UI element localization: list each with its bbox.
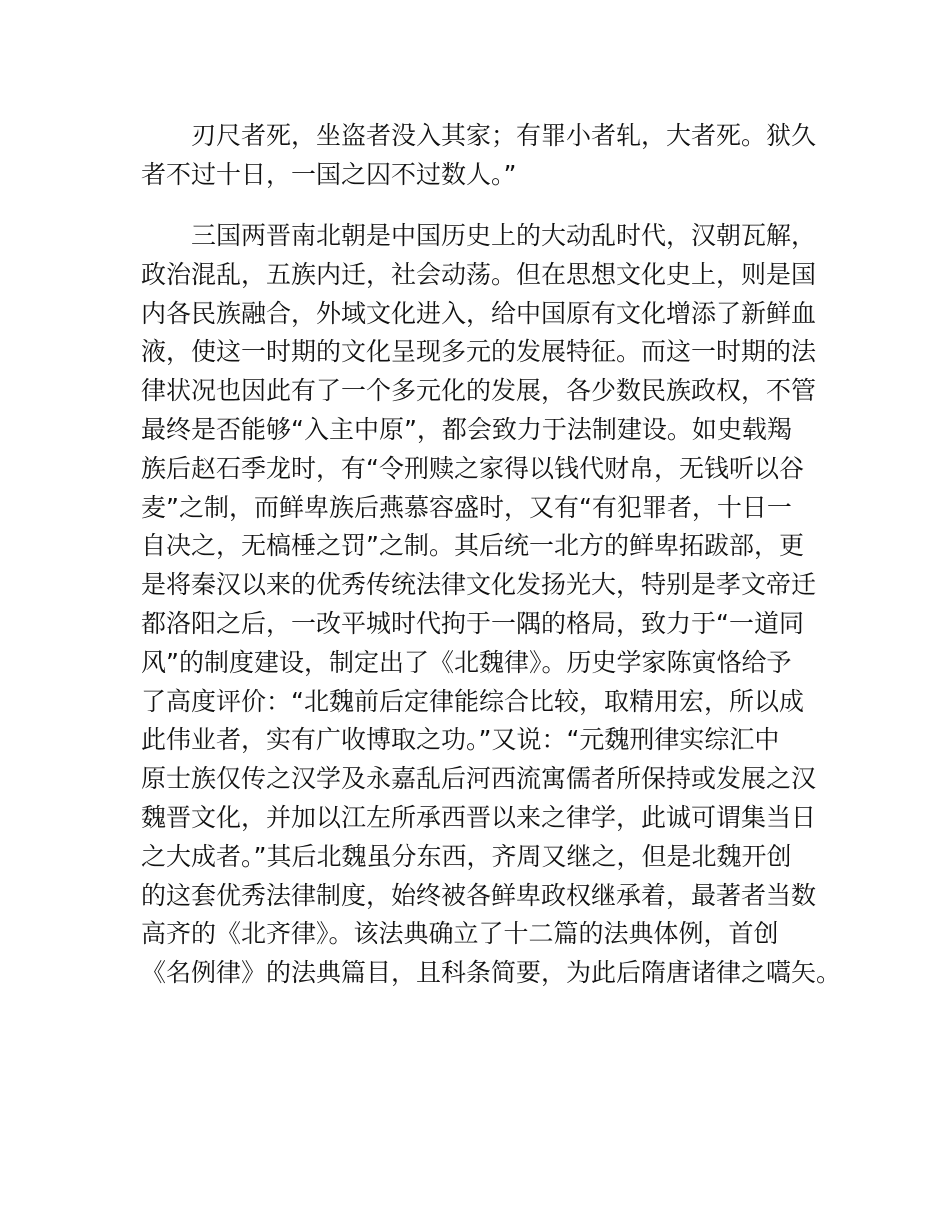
text-line: 刃尺者死，坐盗者没入其家；有罪小者轧，大者死。狱久 <box>191 121 817 150</box>
paragraph-1 <box>141 117 821 195</box>
text-line <box>141 993 821 1032</box>
text-line: 此伟业者，实有广收博取之功。”又说：“元魏刑律实综汇中 <box>141 725 780 755</box>
text-line: 原士族仅传之汉学及永嘉乱后河西流寓儒者所保持或发展之汉 <box>141 764 817 794</box>
text-line: 都洛阳之后，一改平城时代拘于一隅的格局，致力于“一道同 <box>141 608 804 638</box>
text-line: 族后赵石季龙时，有“令刑赎之家得以钱代财帛，无钱听以谷 <box>141 453 804 483</box>
text-line: 风”的制度建设，制定出了《北魏律》。历史学家陈寅恪给予 <box>141 647 792 677</box>
text-line <box>141 1032 821 1071</box>
text-line: 高齐的《北齐律》。该法典确立了十二篇的法典体例，首创 <box>141 919 779 949</box>
text-line: 政治混乱，五族内迁，社会动荡。但在思想文化史上，则是国 <box>141 259 817 289</box>
text-line: 之大成者。”其后北魏虽分东西，齐周又继之，但是北魏开创 <box>141 841 792 871</box>
paragraph-2 <box>141 217 842 1071</box>
text-line: 最终是否能够“入主中原”，都会致力于法制建设。如史载羯 <box>141 414 792 444</box>
text-line: 者不过十日，一国之囚不过数人。” <box>141 159 517 189</box>
text-line: 的这套优秀法律制度，始终被各鲜卑政权继承着，最著者当数 <box>141 880 817 910</box>
text-line: 魏晋文化，并加以江左所承西晋以来之律学，此诚可谓集当日 <box>141 802 817 832</box>
text-line: 《名例律》的法典篇目，且科条简要，为此后隋唐诸律之嚆矢。 <box>141 958 842 988</box>
text-line: 麦”之制，而鲜卑族后燕慕容盛时，又有“有犯罪者，十日一 <box>141 492 792 522</box>
text-line: 液，使这一时期的文化呈现多元的发展特征。而这一时期的法 <box>141 337 817 367</box>
text-line: 内各民族融合，外域文化进入，给中国原有文化增添了新鲜血 <box>141 298 817 328</box>
text-line: 自决之，无槁棰之罚”之制。其后统一北方的鲜卑拓跋部，更 <box>141 531 804 561</box>
text-line: 律状况也因此有了一个多元化的发展，各少数民族政权，不管 <box>141 376 817 406</box>
text-line: 了高度评价：“北魏前后定律能综合比较，取精用宏，所以成 <box>141 686 804 716</box>
text-line: 是将秦汉以来的优秀传统法律文化发扬光大，特别是孝文帝迁 <box>141 570 817 600</box>
text-line: 三国两晋南北朝是中国历史上的大动乱时代，汉朝瓦解， <box>191 221 817 250</box>
